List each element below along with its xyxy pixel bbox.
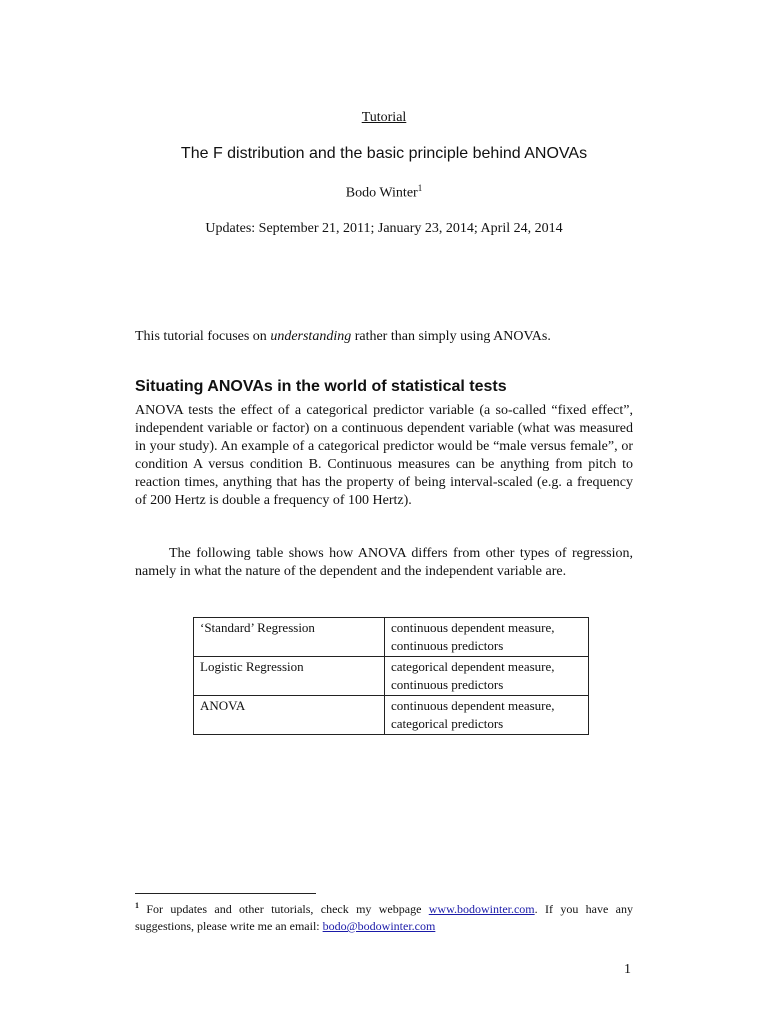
website-link[interactable]: www.bodowinter.com bbox=[428, 902, 535, 916]
footnote-text-before: For updates and other tutorials, check my webpage bbox=[146, 902, 429, 916]
author-footnote-mark: 1 bbox=[417, 183, 423, 193]
intro-after: rather than simply using ANOVAs. bbox=[351, 329, 551, 344]
footnote bbox=[135, 897, 633, 935]
table-row bbox=[194, 657, 589, 696]
table-cell-type: Logistic Regression bbox=[194, 657, 385, 696]
email-link[interactable]: bodo@bodowinter.com bbox=[322, 919, 436, 933]
table-row bbox=[194, 618, 589, 657]
regression-comparison-table bbox=[193, 617, 589, 735]
table-cell-type: ANOVA bbox=[194, 696, 385, 735]
paragraph-2: The following table shows how ANOVA differs from other types of regression, namely in what the nature of the dependent and the independent variable are. bbox=[135, 546, 633, 579]
table-cell-description: continuous dependent measure, categorical predictors bbox=[385, 696, 589, 735]
table-row bbox=[194, 696, 589, 735]
table-cell-description: categorical dependent measure, continuous predictors bbox=[385, 657, 589, 696]
section-heading: Situating ANOVAs in the world of statistical tests bbox=[135, 378, 507, 395]
author bbox=[0, 183, 768, 202]
footnote-text-middle: . If you have any suggestions, please write me an email: bbox=[135, 902, 634, 933]
footnote-divider bbox=[135, 893, 316, 894]
author-name: Bodo Winter bbox=[345, 185, 418, 201]
document-label: Tutorial bbox=[361, 110, 407, 125]
intro-before: This tutorial focuses on bbox=[135, 329, 271, 344]
page-number: 1 bbox=[624, 962, 631, 977]
footnote-mark: 1 bbox=[135, 901, 139, 910]
table-cell-description: continuous dependent measure, continuous predictors bbox=[385, 618, 589, 657]
intro-emphasis: understanding bbox=[270, 329, 352, 344]
intro-sentence bbox=[135, 329, 551, 345]
paragraph-1: ANOVA tests the effect of a categorical predictor variable (a so-called “fixed effect”, independent variable or factor) on a continuous dependent variable (what was measured in your study). An example of a categorical predictor would be “male versus female”, or condition A versus condition B. Continuous measures can be anything from pitch to reaction times, anything that has the property of being interval-scaled (e.g. a frequency of 200 Hertz is double a frequency of 100 Hertz). bbox=[135, 403, 633, 508]
page-title: The F distribution and the basic principle behind ANOVAs bbox=[180, 145, 588, 162]
update-dates: Updates: September 21, 2011; January 23, 2014; April 24, 2014 bbox=[205, 221, 563, 236]
table-cell-type: ‘Standard’ Regression bbox=[194, 618, 385, 657]
